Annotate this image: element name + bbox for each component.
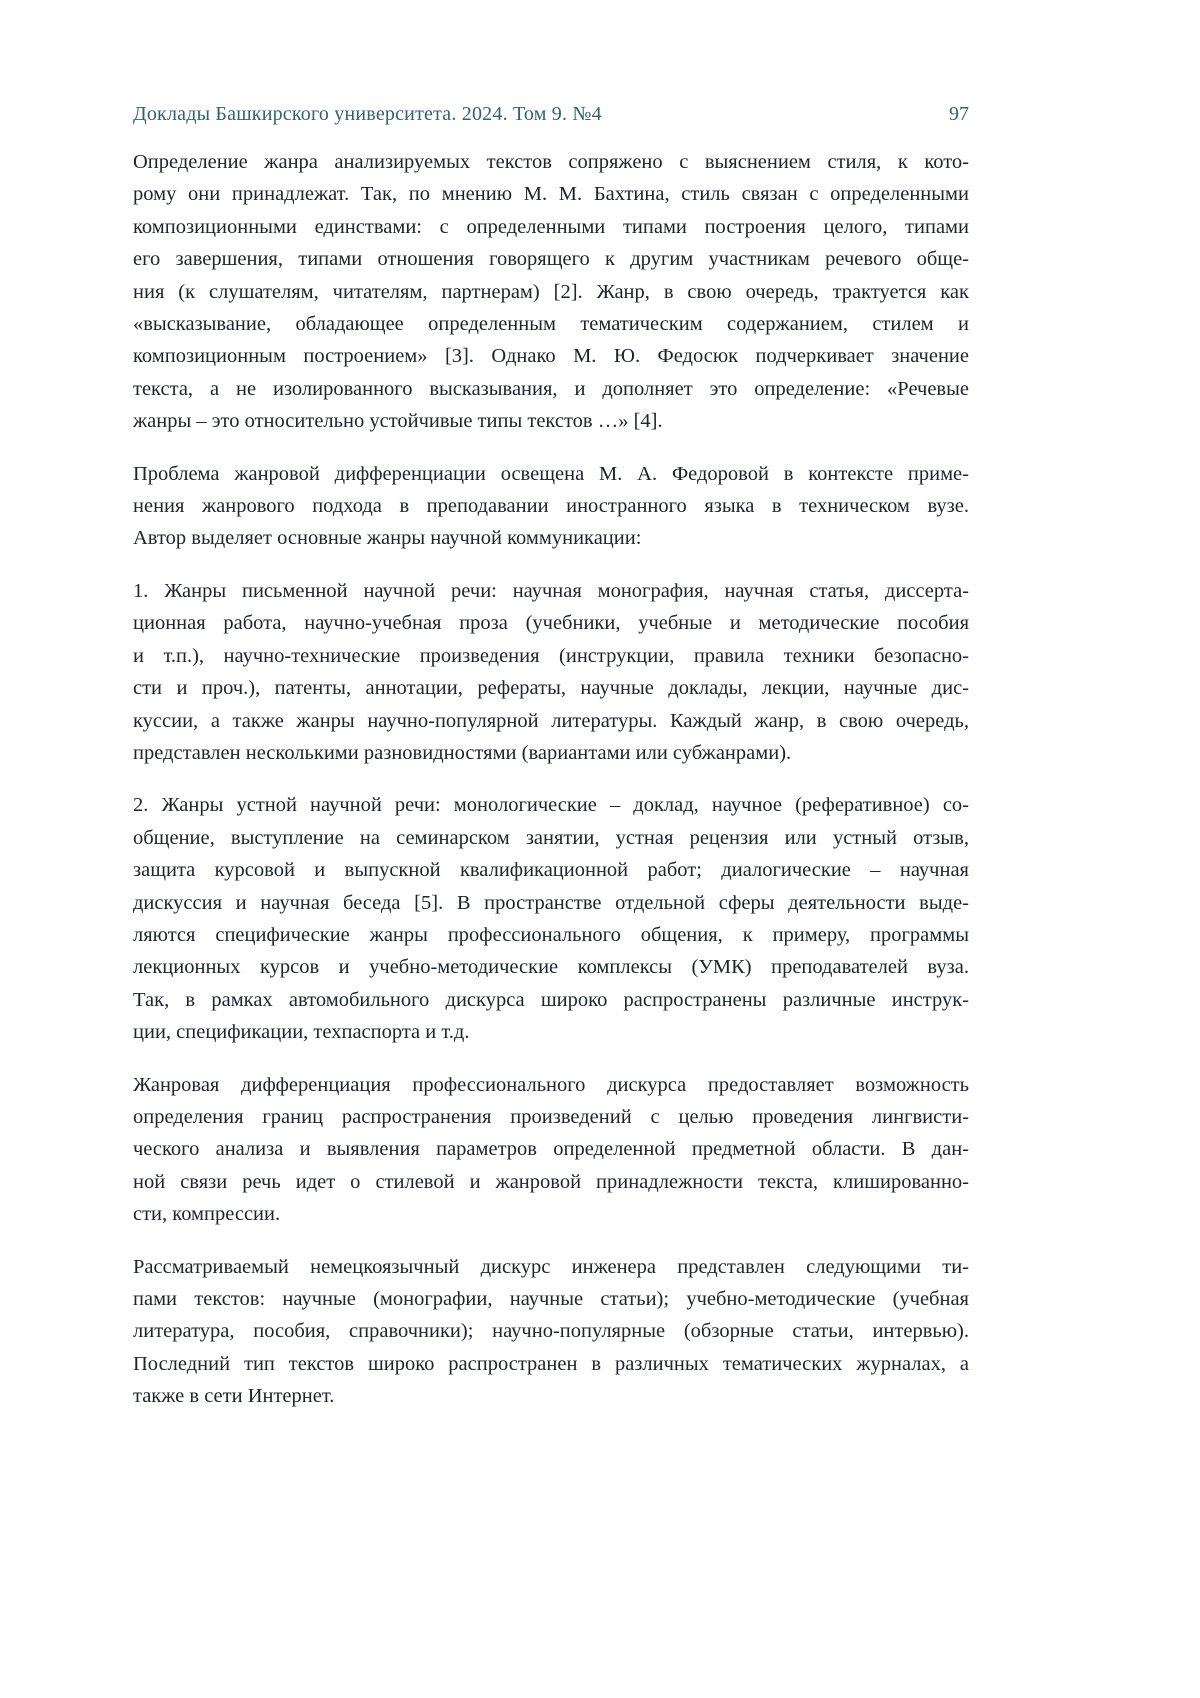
text-line: Проблема жанровой дифференциации освещена М. А. Федоровой в контексте приме- — [133, 462, 969, 485]
text-line: композиционным построением» [3]. Однако М. Ю. Федосюк подчеркивает значение — [133, 345, 969, 368]
page-body — [133, 146, 969, 1433]
text-line: Рассматриваемый немецкоязычный дискурс инженера представлен следующими ти- — [133, 1255, 969, 1278]
paragraph — [133, 458, 969, 555]
text-line: защита курсовой и выпускной квалификационной работ; диалогические – научная — [133, 859, 969, 882]
text-line: Автор выделяет основные жанры научной коммуникации: — [133, 527, 642, 550]
page-number: 97 — [949, 103, 969, 125]
text-line: ческого анализа и выявления параметров определенной предметной области. В дан- — [133, 1138, 969, 1161]
text-line: пами текстов: научные (монографии, научные статьи); учебно-методические (учебная — [133, 1288, 969, 1310]
text-line: ной связи речь идет о стилевой и жанровой принадлежности текста, клишированно- — [133, 1170, 969, 1193]
text-line: текста, а не изолированного высказывания, и дополняет это определение: «Речевые — [133, 377, 969, 400]
text-line: представлен несколькими разновидностями (вариантами или субжанрами). — [133, 741, 792, 764]
journal-title: Доклады Башкирского университета. 2024. Том 9. №4 — [133, 103, 602, 125]
text-line: литература, пособия, справочники); научно-популярные (обзорные статьи, интервью). — [133, 1320, 969, 1343]
text-line: Так, в рамках автомобильного дискурса широко распространены различные инструк- — [133, 988, 969, 1011]
text-line: Определение жанра анализируемых текстов сопряжено с выяснением стиля, к кото- — [133, 151, 969, 173]
text-line: дискуссия и научная беседа [5]. В пространстве отдельной сферы деятельности выде- — [133, 891, 969, 914]
text-line: общение, выступление на семинарском занятии, устная рецензия или устный отзыв, — [133, 826, 969, 849]
text-line: композиционными единствами: с определенными типами построения целого, типами — [133, 215, 969, 238]
text-line: и т.п.), научно-технические произведения (инструкции, правила техники безопасно- — [133, 644, 969, 667]
text-line: Жанровая дифференциация профессионального дискурса предоставляет возможность — [133, 1073, 969, 1096]
paragraph — [133, 1069, 969, 1231]
text-line: определения границ распространения произведений с целью проведения лингвисти- — [133, 1105, 969, 1128]
paragraph — [133, 575, 969, 769]
text-line: ляются специфические жанры профессионального общения, к примеру, программы — [133, 923, 969, 946]
text-line: 2. Жанры устной научной речи: монологические – доклад, научное (реферативное) со- — [133, 794, 969, 817]
text-line: рому они принадлежат. Так, по мнению М. М. Бахтина, стиль связан с определенными — [133, 183, 969, 206]
text-line: сти и проч.), патенты, аннотации, рефераты, научные доклады, лекции, научные дис- — [133, 677, 969, 700]
text-line: лекционных курсов и учебно-методические комплексы (УМК) преподавателей вуза. — [133, 956, 969, 979]
text-line: 1. Жанры письменной научной речи: научная монография, научная статья, диссерта- — [133, 579, 969, 602]
text-line: «высказывание, обладающее определенным тематическим содержанием, стилем и — [133, 313, 969, 336]
text-line: ния (к слушателям, читателям, партнерам) [2]. Жанр, в свою очередь, трактуется как — [133, 280, 969, 303]
paragraph — [133, 1251, 969, 1413]
text-line: жанры – это относительно устойчивые типы текстов …» [4]. — [133, 410, 663, 433]
text-line: ции, спецификации, техпаспорта и т.д. — [133, 1021, 470, 1044]
text-line: ционная работа, научно-учебная проза (учебники, учебные и методические пособия — [133, 612, 969, 635]
paragraph — [133, 146, 969, 438]
text-line: сти, компрессии. — [133, 1203, 281, 1226]
text-line: его завершения, типами отношения говорящего к другим участникам речевого обще- — [133, 248, 969, 271]
text-line: Последний тип текстов широко распространен в различных тематических журналах, а — [133, 1352, 969, 1375]
paragraph — [133, 789, 969, 1048]
text-line: куссии, а также жанры научно-популярной литературы. Каждый жанр, в свою очередь, — [133, 709, 969, 732]
page-header — [133, 101, 969, 127]
text-line: нения жанрового подхода в преподавании иностранного языка в техническом вузе. — [133, 495, 969, 518]
text-line: также в сети Интернет. — [133, 1385, 335, 1408]
